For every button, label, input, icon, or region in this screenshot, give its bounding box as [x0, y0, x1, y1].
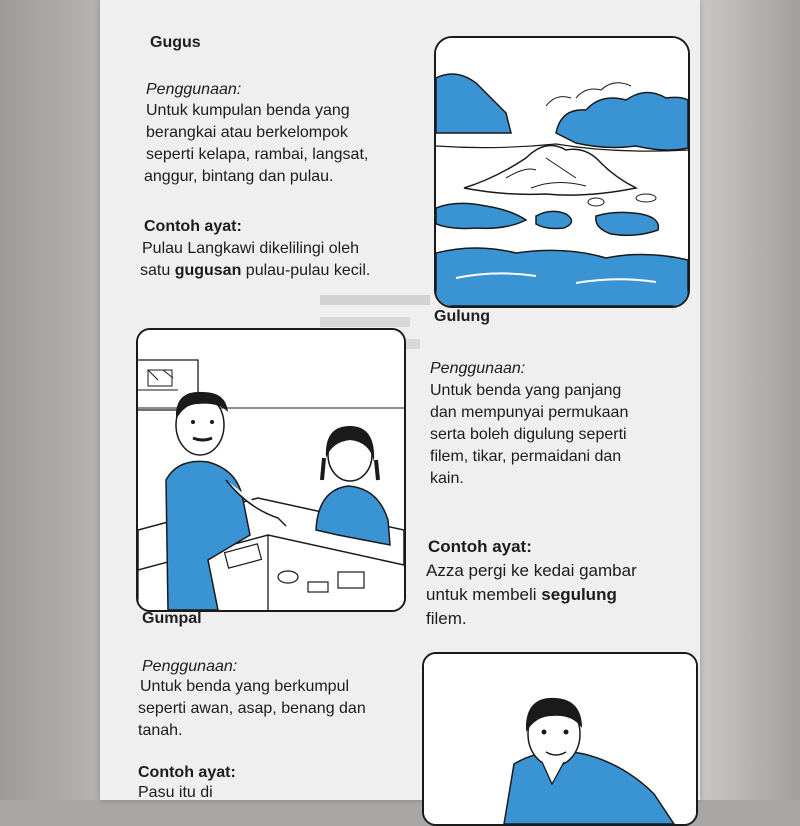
- gulung-usage-line: serta boleh digulung seperti: [430, 426, 627, 443]
- gumpal-example-label: Contoh ayat:: [138, 764, 236, 781]
- gulung-example-label: Contoh ayat:: [428, 537, 532, 556]
- gulung-example-keyword: segulung: [541, 585, 617, 604]
- gugus-example-line: satu gugusan pulau-pulau kecil.: [140, 262, 371, 279]
- shop-illustration: [136, 328, 406, 612]
- gulung-usage-label: Penggunaan:: [430, 360, 526, 377]
- gulung-usage-line: kain.: [430, 470, 464, 487]
- gulung-title: Gulung: [434, 308, 490, 325]
- gugus-usage-line: berangkai atau berkelompok: [146, 124, 348, 141]
- gugus-usage-line: seperti kelapa, rambai, langsat,: [146, 146, 369, 163]
- gulung-example-line: untuk membeli segulung: [426, 585, 617, 604]
- gumpal-usage-line: tanah.: [138, 722, 183, 739]
- gumpal-usage-label: Penggunaan:: [142, 658, 238, 675]
- gugus-title: Gugus: [150, 34, 201, 51]
- gulung-usage-line: filem, tikar, permaidani dan: [430, 448, 622, 465]
- gumpal-usage-line: Untuk benda yang berkumpul: [140, 678, 350, 695]
- gugus-example-label: Contoh ayat:: [144, 218, 242, 235]
- left-page-edge: [0, 0, 100, 800]
- gulung-usage-line: dan mempunyai permukaan: [430, 404, 629, 421]
- gulung-example-line: filem.: [426, 609, 467, 628]
- gugus-usage-line: anggur, bintang dan pulau.: [144, 168, 334, 185]
- gugus-example-line: Pulau Langkawi dikelilingi oleh: [142, 240, 360, 257]
- gugus-usage-label: Penggunaan:: [146, 81, 242, 98]
- gumpal-example-line: Pasu itu di: [138, 784, 213, 801]
- gulung-example-line: Azza pergi ke kedai gambar: [426, 561, 637, 580]
- islands-illustration: [434, 36, 690, 308]
- right-page-edge: [700, 0, 800, 800]
- gulung-usage-line: Untuk benda yang panjang: [430, 382, 622, 399]
- gugus-usage-line: Untuk kumpulan benda yang: [146, 102, 350, 119]
- gumpal-title: Gumpal: [142, 610, 202, 627]
- gumpal-usage-line: seperti awan, asap, benang dan: [138, 700, 366, 717]
- gugus-example-keyword: gugusan: [174, 262, 242, 279]
- book-page: [100, 0, 700, 800]
